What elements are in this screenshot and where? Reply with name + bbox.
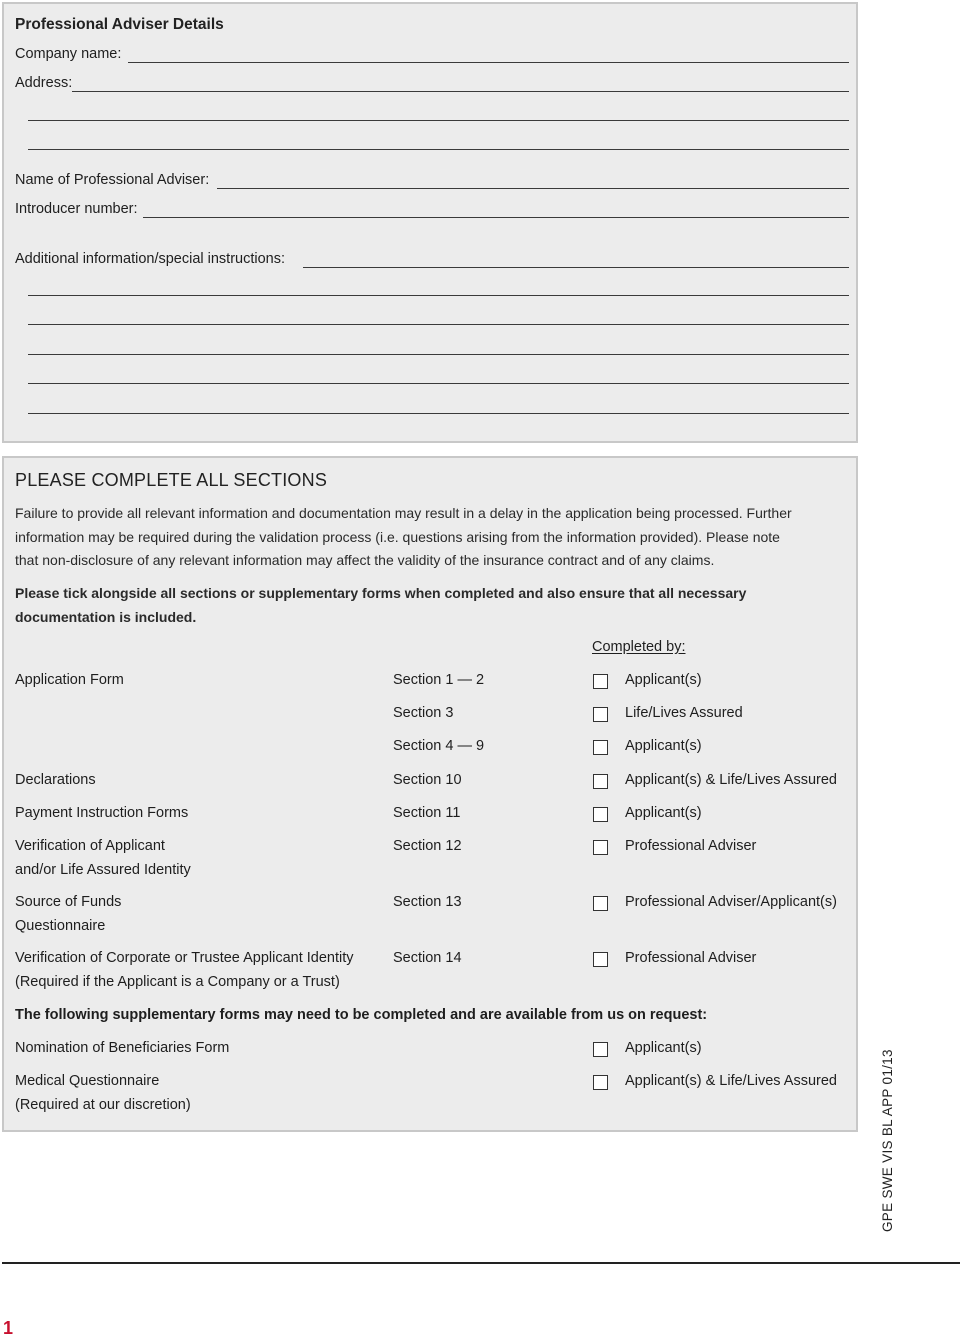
checkbox-section-14[interactable] (593, 952, 608, 967)
document-code: GPE SWE VIS BL APP 01/13 (880, 1049, 895, 1232)
warning-line-2: information may be required during the validation process (i.e. questions arising from the information provided). Please note (15, 528, 780, 545)
row-completed-by: Applicant(s) (625, 738, 702, 754)
row-section-14: Section 14 (393, 950, 462, 966)
warning-line-1: Failure to provide all relevant information and documentation may result in a delay in the application being processed. Further (15, 505, 792, 521)
adviser-details-heading: Professional Adviser Details (15, 16, 224, 33)
checkbox-section-13[interactable] (593, 896, 608, 911)
row-section-3: Section 3 (393, 705, 454, 721)
address-label: Address: (15, 75, 73, 91)
row-section-13: Section 13 (393, 894, 462, 910)
address-field-line-3[interactable] (28, 149, 849, 150)
checkbox-section-12[interactable] (593, 840, 608, 855)
additional-info-line-1[interactable] (303, 267, 849, 268)
row-completed-by: Life/Lives Assured (625, 705, 743, 721)
additional-info-line-6[interactable] (28, 413, 849, 414)
row-form-verification-applicant (15, 835, 191, 882)
form-line-1: Verification of Corporate or Trustee Applicant Identity (15, 950, 354, 966)
checkbox-section-4-9[interactable] (593, 740, 608, 755)
warning-line-3: that non-disclosure of any relevant information may affect the validity of the insurance contract and of any claims. (15, 552, 715, 568)
additional-info-line-5[interactable] (28, 383, 849, 384)
completed-by-header: Completed by: (592, 639, 686, 655)
additional-info-label: Additional information/special instructions: (15, 251, 285, 267)
instruction-line-2: documentation is included. (15, 608, 197, 625)
row-completed-by: Applicant(s) (625, 672, 702, 688)
instruction-line-1: Please tick alongside all sections or supplementary forms when completed and also ensure that all necessary (15, 585, 747, 601)
address-field-line-1[interactable] (72, 91, 849, 92)
checklist-panel (2, 456, 858, 1132)
footer-divider (2, 1262, 960, 1264)
additional-info-line-3[interactable] (28, 324, 849, 325)
row-form-declarations: Declarations (15, 772, 96, 788)
checkbox-medical[interactable] (593, 1075, 608, 1090)
row-section-12: Section 12 (393, 838, 462, 854)
adviser-name-label: Name of Professional Adviser: (15, 172, 210, 188)
additional-info-line-4[interactable] (28, 354, 849, 355)
supp-form-nomination: Nomination of Beneficiaries Form (15, 1040, 230, 1056)
supp-completed-by: Applicant(s) (625, 1040, 702, 1056)
form-line-1: Source of Funds (15, 894, 122, 910)
checkbox-section-11[interactable] (593, 807, 608, 822)
row-form-verification-corporate (15, 947, 354, 994)
row-form-source-of-funds (15, 891, 121, 938)
page-number: 1 (3, 1318, 14, 1338)
form-line-2: (Required if the Applicant is a Company or a Trust) (15, 973, 340, 990)
row-completed-by: Professional Adviser (625, 950, 757, 966)
instruction-paragraph (15, 582, 835, 629)
row-completed-by: Applicant(s) (625, 805, 702, 821)
row-completed-by: Applicant(s) & Life/Lives Assured (625, 772, 837, 788)
form-line-1: Medical Questionnaire (15, 1073, 160, 1089)
additional-info-line-2[interactable] (28, 295, 849, 296)
form-line-2: Questionnaire (15, 917, 106, 934)
checklist-heading: PLEASE COMPLETE ALL SECTIONS (15, 470, 328, 490)
supplementary-heading: The following supplementary forms may need to be completed and are available from us on request: (15, 1007, 708, 1023)
row-section-11: Section 11 (393, 805, 461, 821)
row-form-payment: Payment Instruction Forms (15, 805, 189, 821)
checkbox-section-1-2[interactable] (593, 674, 608, 689)
adviser-details-panel (2, 2, 858, 443)
checkbox-section-3[interactable] (593, 707, 608, 722)
introducer-number-label: Introducer number: (15, 201, 138, 217)
row-section-1-2: Section 1 — 2 (393, 672, 485, 688)
form-line-2: (Required at our discretion) (15, 1096, 191, 1113)
row-section-10: Section 10 (393, 772, 462, 788)
form-line-2: and/or Life Assured Identity (15, 861, 191, 878)
warning-paragraph (15, 502, 835, 573)
introducer-number-field[interactable] (143, 217, 849, 218)
address-field-line-2[interactable] (28, 120, 849, 121)
form-line-1: Verification of Applicant (15, 838, 165, 854)
supp-completed-by: Applicant(s) & Life/Lives Assured (625, 1073, 837, 1089)
supp-form-medical (15, 1070, 191, 1117)
company-name-field[interactable] (128, 62, 849, 63)
row-form-application: Application Form (15, 672, 124, 688)
checkbox-nomination[interactable] (593, 1042, 608, 1057)
row-completed-by: Professional Adviser/Applicant(s) (625, 894, 837, 910)
checkbox-section-10[interactable] (593, 774, 608, 789)
adviser-name-field[interactable] (217, 188, 849, 189)
row-completed-by: Professional Adviser (625, 838, 757, 854)
row-section-4-9: Section 4 — 9 (393, 738, 485, 754)
company-name-label: Company name: (15, 46, 122, 62)
